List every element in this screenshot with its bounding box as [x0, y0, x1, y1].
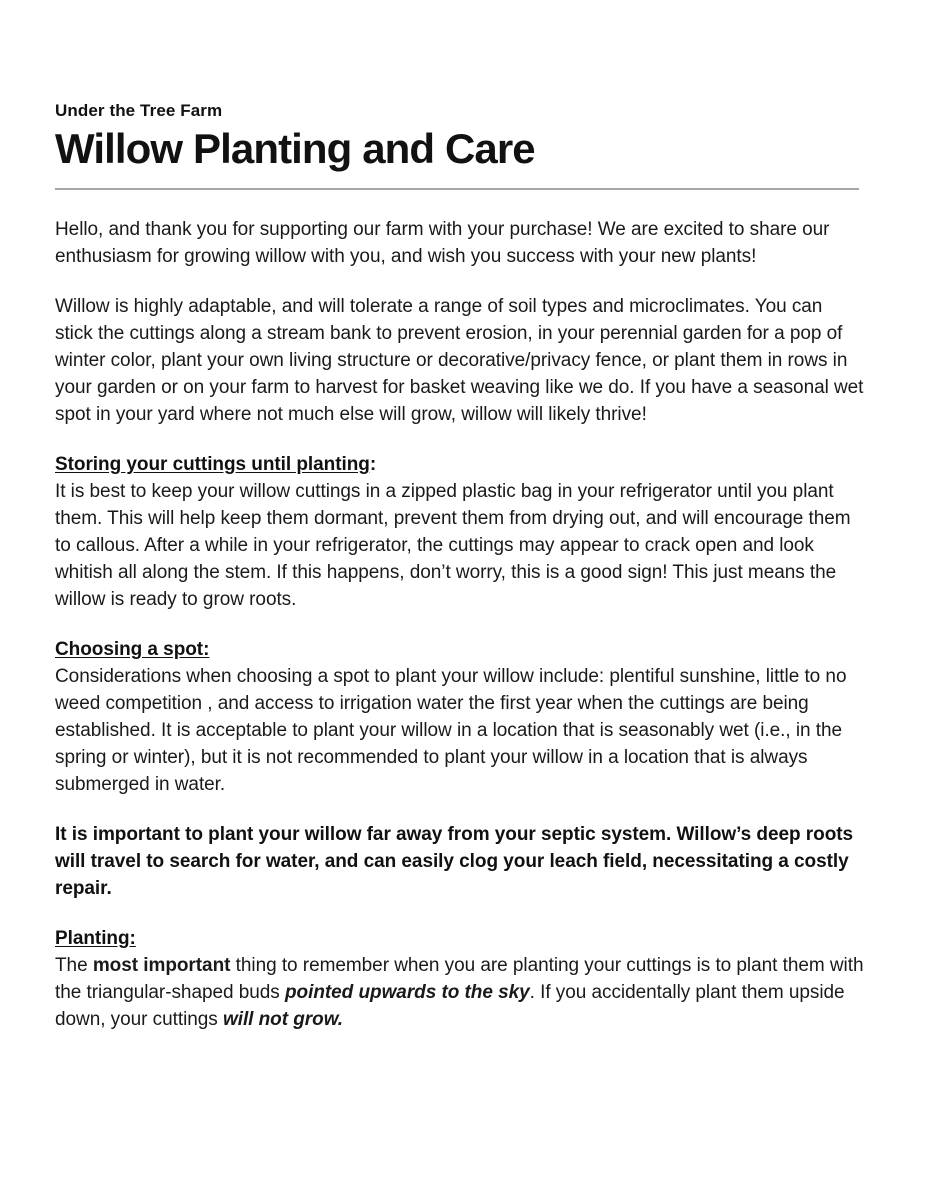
section-heading-planting-text: Planting:	[55, 928, 136, 949]
planting-run-1: The	[55, 955, 93, 976]
planting-run-2: thing to remember when you are planting your cuttings is to plant them with the triangular-shaped buds	[55, 955, 864, 1003]
intro-paragraph: Hello, and thank you for supporting our farm with your purchase! We are excited to share our enthusiasm for growing willow with you, and wish you success with your new plants!	[55, 219, 830, 267]
section-heading-storing-colon: :	[369, 454, 377, 475]
section-heading-planting	[55, 925, 865, 952]
adaptability-paragraph: Willow is highly adaptable, and will tolerate a range of soil types and microclimates. You can stick the cuttings along a stream bank to prevent erosion, in your perennial garden for a pop of winter color, plant your own living structure or decorative/privacy fence, or plant them in rows in your garden or on your farm to harvest for basket weaving like we do. If you have a seasonal wet spot in your yard where not much else will grow, willow will likely thrive!	[55, 296, 864, 425]
section-heading-choosing-a-spot	[55, 636, 865, 663]
section-heading-storing	[55, 451, 865, 478]
planting-run-3: . If you accidentally plant them upside down, your cuttings	[55, 982, 845, 1030]
document-content	[55, 100, 865, 1033]
page-title: Willow Planting and Care	[55, 125, 535, 172]
planting-paragraph	[55, 952, 865, 1033]
planting-emphasis-will-not-grow: will not grow.	[222, 1009, 343, 1030]
header-divider	[55, 188, 859, 190]
section-heading-storing-text: Storing your cuttings until planting	[55, 454, 370, 475]
storing-paragraph: It is best to keep your willow cuttings in a zipped plastic bag in your refrigerator until you plant them. This will help keep them dormant, prevent them from drying out, and will encourage them to callous. After a while in your refrigerator, the cuttings may appear to crack open and look whitish all along the stem. If this happens, don’t worry, this is a good sign! This just means the willow is ready to grow roots.	[55, 481, 851, 610]
planting-emphasis-pointed-upwards: pointed upwards to the sky	[284, 982, 530, 1003]
septic-warning-paragraph: It is important to plant your willow far away from your septic system. Willow’s deep roots will travel to search for water, and can easily clog your leach field, necessitating a costly repair.	[55, 824, 854, 899]
planting-emphasis-most-important: most important	[92, 955, 231, 976]
choosing-a-spot-paragraph: Considerations when choosing a spot to plant your willow include: plentiful sunshine, little to no weed competition , and access to irrigation water the first year when the cuttings are being established. It is acceptable to plant your willow in a location that is seasonably wet (i.e., in the spring or winter), but it is not recommended to plant your willow in a location that is always submerged in water.	[55, 666, 847, 795]
farm-name: Under the Tree Farm	[55, 101, 223, 120]
section-heading-choosing-a-spot-text: Choosing a spot:	[55, 639, 210, 660]
